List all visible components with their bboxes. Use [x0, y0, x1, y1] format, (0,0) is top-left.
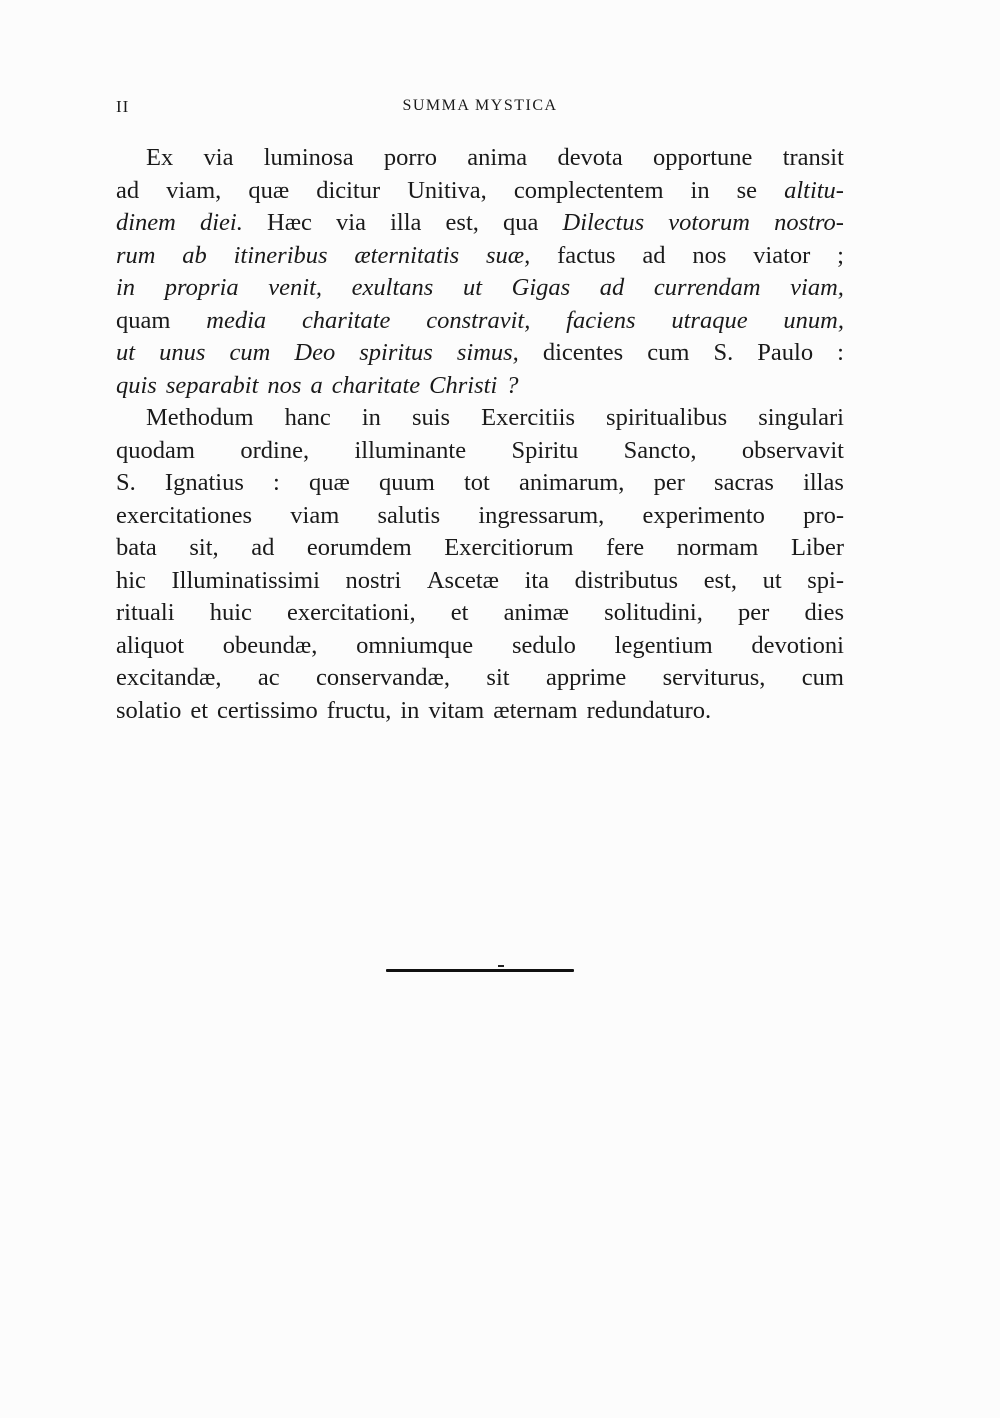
- word: charitate: [331, 371, 421, 399]
- word: cum: [229, 339, 271, 366]
- word: unum,: [783, 306, 844, 334]
- text-line: [116, 435, 844, 468]
- word: Methodum: [146, 404, 254, 431]
- text-line: [116, 500, 844, 533]
- word: diei.: [200, 209, 243, 236]
- text-line: [116, 370, 844, 403]
- word: Paulo: [757, 339, 814, 366]
- word: sedulo: [511, 631, 576, 659]
- word: Sancto,: [623, 436, 697, 464]
- text-line: [116, 272, 844, 305]
- page-number: II: [116, 97, 130, 116]
- paragraph: [116, 402, 844, 727]
- word: via: [336, 209, 366, 236]
- word: Exercitiorum: [444, 534, 574, 561]
- word: itineribus: [233, 241, 328, 269]
- word: quum: [378, 469, 435, 496]
- word: per: [738, 599, 770, 626]
- word: sit,: [189, 534, 219, 561]
- text-line: [116, 402, 844, 435]
- word: huic: [209, 599, 252, 626]
- word: S.: [116, 469, 136, 496]
- word: rituali: [116, 599, 175, 626]
- word: viator: [753, 241, 811, 269]
- text-line: [116, 662, 844, 695]
- word: anima: [467, 144, 528, 171]
- word: est,: [703, 566, 738, 594]
- word: Illuminatissimi: [171, 566, 320, 594]
- word: Gigas: [511, 274, 571, 301]
- text-line: [116, 175, 844, 208]
- text-line: [116, 207, 844, 240]
- text-line: [116, 305, 844, 338]
- word: tot: [463, 469, 490, 496]
- word: legentium: [614, 631, 713, 659]
- text-line: [116, 630, 844, 663]
- word: Spiritu: [511, 436, 579, 464]
- word: et: [190, 696, 209, 724]
- word: ut: [116, 339, 136, 366]
- word: devotioni: [751, 631, 844, 659]
- word: bata: [116, 534, 157, 561]
- word: venit,: [268, 274, 323, 301]
- word: votorum: [668, 209, 750, 236]
- word: cum: [647, 339, 690, 366]
- word: Dilectus: [562, 209, 645, 236]
- word: cum: [801, 664, 844, 691]
- word: Ascetæ: [426, 566, 499, 594]
- word: illas: [803, 469, 844, 496]
- word: utraque: [671, 306, 748, 334]
- word: animæ: [503, 599, 569, 626]
- word: S.: [713, 339, 734, 366]
- body-text: [116, 142, 844, 727]
- word: propria: [164, 274, 239, 301]
- word: observavit: [741, 436, 844, 464]
- word: ad: [251, 534, 275, 561]
- word: apprime: [545, 664, 627, 691]
- text-line: [116, 565, 844, 598]
- word: conservandæ,: [315, 664, 451, 691]
- text-line: [116, 142, 844, 175]
- word: distributus: [574, 566, 679, 594]
- word: ut: [762, 566, 782, 594]
- word: in: [400, 696, 420, 724]
- word: fructu,: [326, 696, 392, 724]
- word: dinem: [116, 209, 176, 236]
- word: exultans: [351, 274, 434, 301]
- word: altitu-: [784, 176, 844, 204]
- text-line: [116, 532, 844, 565]
- word: currendam: [653, 274, 761, 301]
- word: quodam: [116, 436, 195, 464]
- word: salutis: [377, 501, 441, 529]
- running-header: [116, 97, 844, 121]
- word: ;: [837, 241, 844, 269]
- word: :: [273, 469, 280, 496]
- text-line: [116, 337, 844, 370]
- word: faciens: [566, 306, 636, 334]
- word: quis: [116, 371, 157, 399]
- word: quæ: [248, 176, 290, 204]
- word: ad: [642, 241, 666, 269]
- word: vitam: [428, 696, 485, 724]
- word: Liber: [790, 534, 844, 561]
- word: charitate: [301, 306, 391, 334]
- word: dicentes: [542, 339, 624, 366]
- word: Unitiva,: [407, 176, 487, 204]
- word: ac: [257, 664, 280, 691]
- word: sit: [486, 664, 510, 691]
- word: Ignatius: [164, 469, 244, 496]
- word: factus: [557, 241, 616, 269]
- text-line: [116, 467, 844, 500]
- word: animarum,: [518, 469, 625, 496]
- word: Exercitiis: [481, 404, 575, 431]
- word: redundaturo.: [586, 696, 712, 724]
- word: ingressarum,: [478, 501, 605, 529]
- text-line: [116, 597, 844, 630]
- word: nostri: [345, 566, 402, 594]
- text-line: [116, 695, 844, 728]
- paragraph: [116, 142, 844, 402]
- word: Christi: [429, 371, 498, 399]
- word: ita: [524, 566, 550, 594]
- word: illa: [390, 209, 422, 236]
- word: est,: [445, 209, 479, 236]
- word: transit: [782, 144, 844, 171]
- word: dicitur: [316, 176, 381, 204]
- word: Deo: [294, 339, 336, 366]
- word: devota: [557, 144, 623, 171]
- word: rum: [116, 241, 156, 269]
- word: opportune: [653, 144, 753, 171]
- word: æternitatis: [354, 241, 460, 269]
- word: serviturus,: [662, 664, 766, 691]
- text-line: [116, 240, 844, 273]
- word: suæ,: [485, 241, 531, 269]
- word: Ex: [146, 144, 174, 171]
- word: omniumque: [356, 631, 474, 659]
- end-rule-ornament: [386, 969, 574, 972]
- word: separabit: [165, 371, 259, 399]
- word: a: [310, 371, 323, 399]
- word: luminosa: [263, 144, 354, 171]
- word: quæ: [308, 469, 350, 496]
- word: eorumdem: [306, 534, 412, 561]
- word: viam,: [790, 274, 844, 301]
- word: nostro-: [774, 209, 844, 236]
- word: æternam: [493, 696, 578, 724]
- word: excitandæ,: [116, 664, 222, 691]
- word: fere: [606, 534, 645, 561]
- word: ad: [116, 176, 140, 204]
- word: obeundæ,: [222, 631, 318, 659]
- word: nos: [692, 241, 727, 269]
- word: spi-: [807, 566, 844, 594]
- word: nos: [267, 371, 302, 399]
- word: via: [203, 144, 234, 171]
- word: singulari: [758, 404, 844, 431]
- word: pro-: [803, 501, 844, 529]
- word: hanc: [284, 404, 331, 431]
- word: ordine,: [240, 436, 310, 464]
- word: aliquot: [116, 631, 185, 659]
- word: experimento: [642, 501, 765, 529]
- word: :: [837, 339, 844, 366]
- word: ad: [599, 274, 625, 301]
- word: porro: [383, 144, 437, 171]
- word: in: [116, 274, 136, 301]
- word: in: [690, 176, 710, 204]
- word: spiritualibus: [606, 404, 728, 431]
- word: in: [361, 404, 381, 431]
- word: per: [653, 469, 685, 496]
- word: ut: [462, 274, 482, 301]
- word: viam: [290, 501, 340, 529]
- running-title: SUMMA MYSTICA: [402, 97, 558, 114]
- word: sacras: [714, 469, 774, 496]
- word: complectentem: [513, 176, 664, 204]
- word: quam: [116, 306, 171, 334]
- word: suis: [411, 404, 451, 431]
- word: ?: [506, 371, 519, 399]
- word: qua: [503, 209, 539, 236]
- word: spiritus: [359, 339, 433, 366]
- word: ab: [182, 241, 207, 269]
- word: exercitationi,: [287, 599, 416, 626]
- word: solatio: [116, 696, 182, 724]
- word: viam,: [166, 176, 222, 204]
- word: se: [736, 176, 758, 204]
- word: hic: [116, 566, 146, 594]
- word: certissimo: [217, 696, 318, 724]
- word: exercitationes: [116, 501, 253, 529]
- word: media: [206, 306, 267, 334]
- word: normam: [676, 534, 759, 561]
- word: constravit,: [426, 306, 531, 334]
- word: et: [450, 599, 469, 626]
- word: unus: [159, 339, 206, 366]
- word: solitudini,: [604, 599, 703, 626]
- word: Hæc: [267, 209, 312, 236]
- word: illuminante: [354, 436, 467, 464]
- word: simus,: [456, 339, 519, 366]
- word: dies: [804, 599, 844, 626]
